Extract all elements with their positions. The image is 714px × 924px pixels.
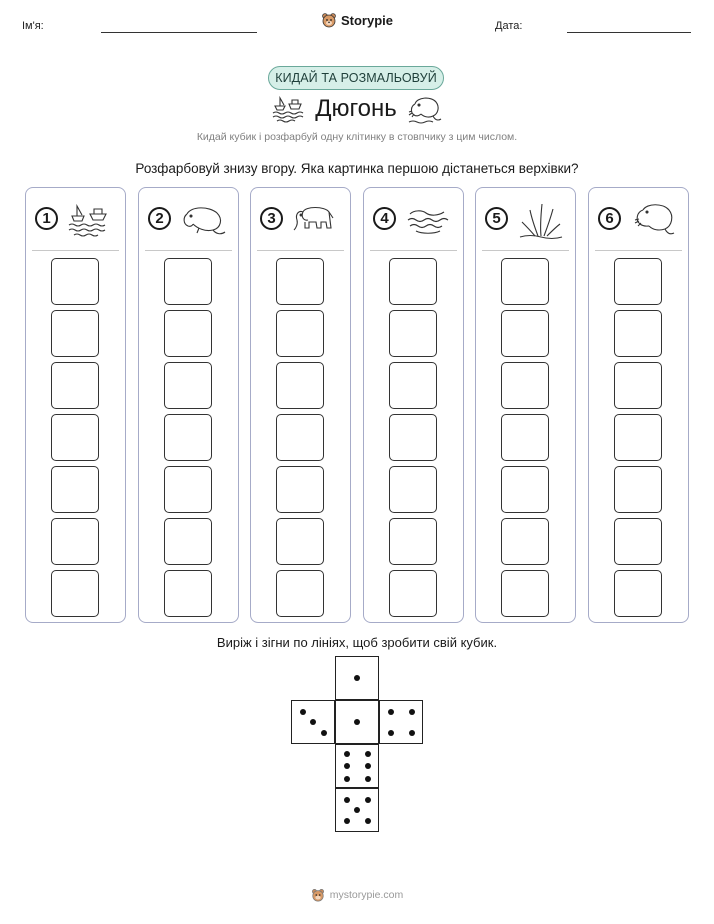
dice-face-right [379,700,423,744]
color-cell[interactable] [389,466,437,513]
color-cell[interactable] [614,362,662,409]
title-row [0,92,714,126]
pip [388,709,394,715]
dice-face-top [335,656,379,700]
color-cell[interactable] [614,258,662,305]
footer [0,888,714,902]
seagrass-icon [516,200,566,240]
brand [0,12,714,28]
color-cell[interactable] [389,570,437,617]
pip [344,818,350,824]
color-cell[interactable] [276,258,324,305]
pip [354,675,360,681]
pip [344,797,350,803]
color-cell[interactable] [501,258,549,305]
pip [354,807,360,813]
column-number: 6 [598,207,621,230]
color-cell[interactable] [276,570,324,617]
color-cell[interactable] [51,466,99,513]
color-cell[interactable] [51,310,99,357]
color-cell[interactable] [51,570,99,617]
pip [300,709,306,715]
color-cell[interactable] [501,570,549,617]
color-cell[interactable] [164,310,212,357]
instruction: Розфарбовуй знизу вгору. Яка картинка першою дістанеться верхівки? [135,161,579,176]
color-cell[interactable] [164,414,212,461]
subtitle: Кидай кубик і розфарбуй одну клітинку в стовпчику з цим числом. [196,131,518,143]
color-cell[interactable] [389,258,437,305]
column-header [364,198,463,242]
pip [409,709,415,715]
column-number: 2 [148,207,171,230]
color-cell[interactable] [614,518,662,565]
dice-face-center [335,700,379,744]
cut-instruction: Виріж і зігни по лініях, щоб зробити свій кубик. [216,635,498,650]
bear-logo-icon [311,888,325,902]
color-cell[interactable] [614,466,662,513]
boats-icon [66,200,116,240]
color-cell[interactable] [51,362,99,409]
page-title: Дюгонь [315,95,397,122]
column-header [26,198,125,242]
date-line[interactable] [567,32,691,33]
brand-name: Storypie [340,12,393,28]
color-cell[interactable] [276,414,324,461]
column-number: 1 [35,207,58,230]
color-cell[interactable] [276,518,324,565]
pip [310,719,316,725]
column-divider [257,250,344,251]
dugong-title-icon [407,94,443,124]
column-header [139,198,238,242]
pip [344,776,350,782]
column-header [476,198,575,242]
color-cell[interactable] [164,258,212,305]
color-cell[interactable] [389,414,437,461]
color-cell[interactable] [389,362,437,409]
color-cell[interactable] [164,466,212,513]
name-line[interactable] [101,32,257,33]
column-2 [138,187,239,623]
color-cell[interactable] [276,310,324,357]
color-cell[interactable] [164,518,212,565]
date-label: Дата: [495,20,523,32]
column-5 [475,187,576,623]
pip [321,730,327,736]
footer-url[interactable]: mystorypie.com [329,889,404,901]
column-6 [588,187,689,623]
name-label: Ім'я: [22,20,44,32]
column-divider [595,250,682,251]
color-cell[interactable] [164,570,212,617]
column-1 [25,187,126,623]
color-cell[interactable] [501,414,549,461]
dice-face-left [291,700,335,744]
boats-icon [271,94,305,124]
color-cell[interactable] [51,258,99,305]
column-divider [32,250,119,251]
color-cell[interactable] [501,466,549,513]
color-cell[interactable] [614,570,662,617]
color-cell[interactable] [276,362,324,409]
pip [365,751,371,757]
manatee-icon [179,200,229,240]
activity-tag: КИДАЙ ТА РОЗМАЛЬОВУЙ [268,66,444,90]
column-divider [145,250,232,251]
pip [365,763,371,769]
color-cell[interactable] [389,518,437,565]
color-cell[interactable] [614,414,662,461]
column-divider [370,250,457,251]
column-divider [482,250,569,251]
color-cell[interactable] [501,518,549,565]
color-cell[interactable] [276,466,324,513]
pip [409,730,415,736]
column-number: 3 [260,207,283,230]
color-cell[interactable] [51,518,99,565]
color-cell[interactable] [164,362,212,409]
pip [365,797,371,803]
dice-face-lower [335,744,379,788]
water-waves-icon [404,200,454,240]
color-cell[interactable] [501,362,549,409]
color-cell[interactable] [614,310,662,357]
pip [344,751,350,757]
bear-logo-icon [321,12,337,28]
column-3 [250,187,351,623]
pip [388,730,394,736]
color-cell[interactable] [389,310,437,357]
pip [365,818,371,824]
pip [365,776,371,782]
pip [354,719,360,725]
elephant-icon [291,200,341,240]
color-cell[interactable] [51,414,99,461]
column-number: 4 [373,207,396,230]
column-header [251,198,350,242]
column-header [589,198,688,242]
column-4 [363,187,464,623]
dugong-icon [629,200,679,240]
color-cell[interactable] [501,310,549,357]
column-number: 5 [485,207,508,230]
dice-face-bottom [335,788,379,832]
pip [344,763,350,769]
